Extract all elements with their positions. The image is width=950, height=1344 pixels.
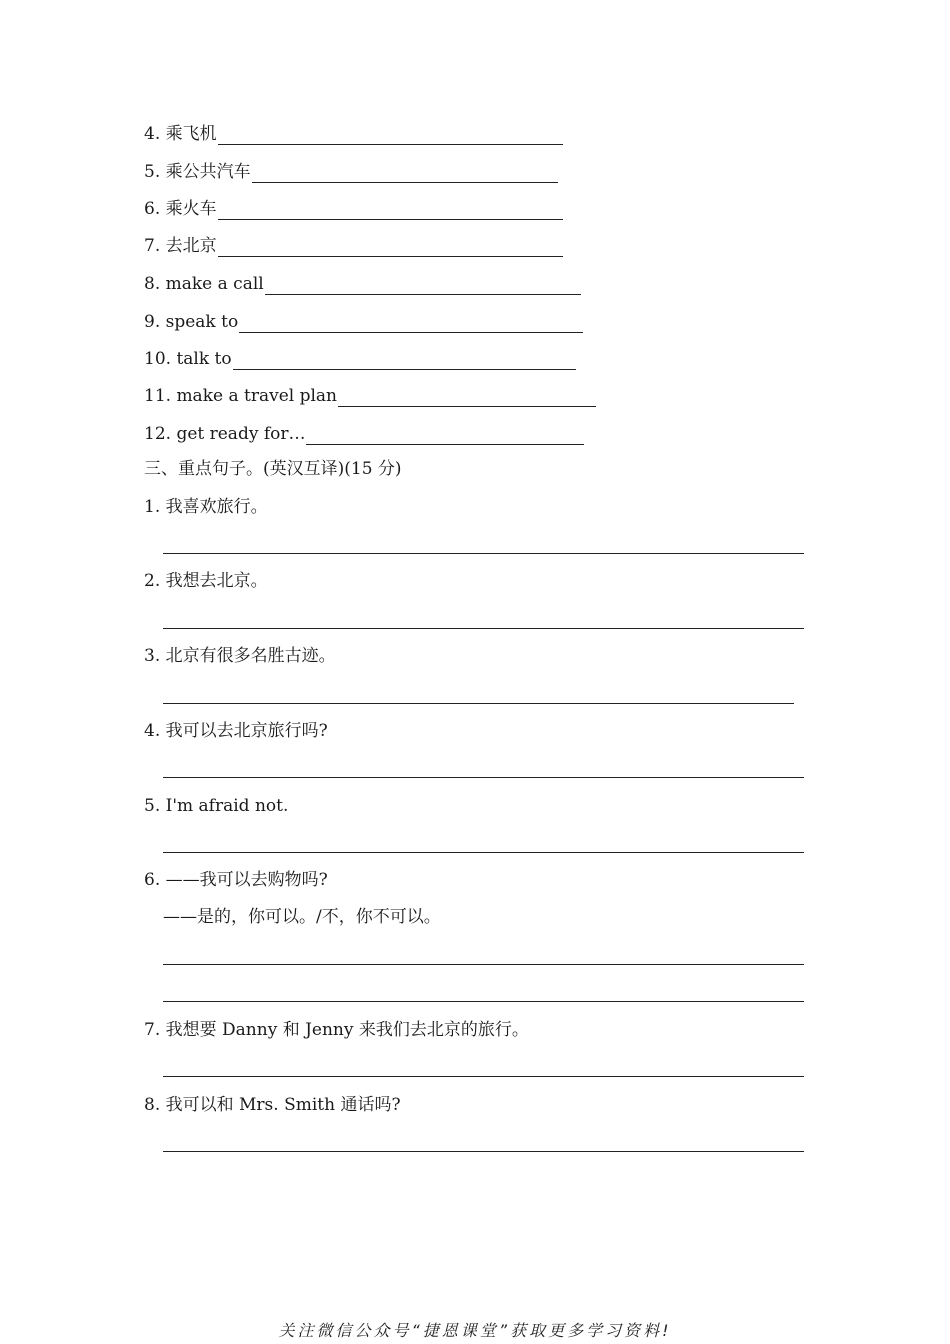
phrase-item-6	[144, 198, 563, 220]
sentence-prompt-4: 4. 我可以去北京旅行吗?	[144, 721, 328, 741]
answer-line-5[interactable]	[163, 852, 804, 853]
section-title: 三、重点句子。(英汉互译)(15 分)	[144, 459, 402, 479]
phrase-item-4	[144, 123, 563, 145]
phrase-label: 8. make a call	[144, 274, 264, 294]
answer-line-6a[interactable]	[163, 964, 804, 965]
answer-line-7[interactable]	[163, 1076, 804, 1077]
answer-blank[interactable]	[306, 426, 584, 445]
answer-blank[interactable]	[218, 238, 563, 257]
answer-line-1[interactable]	[163, 553, 804, 554]
answer-blank[interactable]	[265, 276, 581, 295]
answer-line-6b[interactable]	[163, 1001, 804, 1002]
phrase-label: 10. talk to	[144, 349, 232, 369]
answer-blank[interactable]	[218, 126, 563, 145]
sentence-prompt-2: 2. 我想去北京。	[144, 571, 268, 591]
phrase-item-9	[144, 311, 583, 333]
phrase-item-8	[144, 273, 581, 295]
phrase-item-7	[144, 235, 563, 257]
phrase-label: 7. 去北京	[144, 236, 217, 256]
sentence-prompt-6-reply: ——是的，你可以。/不，你不可以。	[163, 907, 441, 927]
phrase-label: 12. get ready for…	[144, 424, 306, 444]
phrase-label: 11. make a travel plan	[144, 386, 338, 406]
phrase-item-10	[144, 348, 576, 370]
answer-line-2[interactable]	[163, 628, 804, 629]
answer-blank[interactable]	[338, 388, 596, 407]
answer-line-3[interactable]	[163, 703, 794, 704]
phrase-item-12	[144, 423, 584, 445]
answer-blank[interactable]	[218, 201, 563, 220]
answer-blank[interactable]	[239, 314, 583, 333]
answer-line-8[interactable]	[163, 1151, 804, 1152]
answer-line-4[interactable]	[163, 777, 804, 778]
phrase-label: 5. 乘公共汽车	[144, 162, 251, 182]
phrase-label: 6. 乘火车	[144, 199, 217, 219]
phrase-label: 9. speak to	[144, 312, 239, 332]
phrase-item-11	[144, 385, 596, 407]
sentence-prompt-1: 1. 我喜欢旅行。	[144, 497, 268, 517]
footer-note: 关注微信公众号“捷恩课堂”获取更多学习资料!	[278, 1321, 672, 1340]
answer-blank[interactable]	[233, 351, 576, 370]
sentence-prompt-5: 5. I'm afraid not.	[144, 796, 289, 816]
sentence-prompt-7: 7. 我想要 Danny 和 Jenny 来我们去北京的旅行。	[144, 1020, 529, 1040]
sentence-prompt-6: 6. ——我可以去购物吗?	[144, 870, 328, 890]
answer-blank[interactable]	[252, 164, 558, 183]
phrase-label: 4. 乘飞机	[144, 124, 217, 144]
sentence-prompt-8: 8. 我可以和 Mrs. Smith 通话吗?	[144, 1095, 401, 1115]
sentence-prompt-3: 3. 北京有很多名胜古迹。	[144, 646, 336, 666]
phrase-item-5	[144, 161, 558, 183]
